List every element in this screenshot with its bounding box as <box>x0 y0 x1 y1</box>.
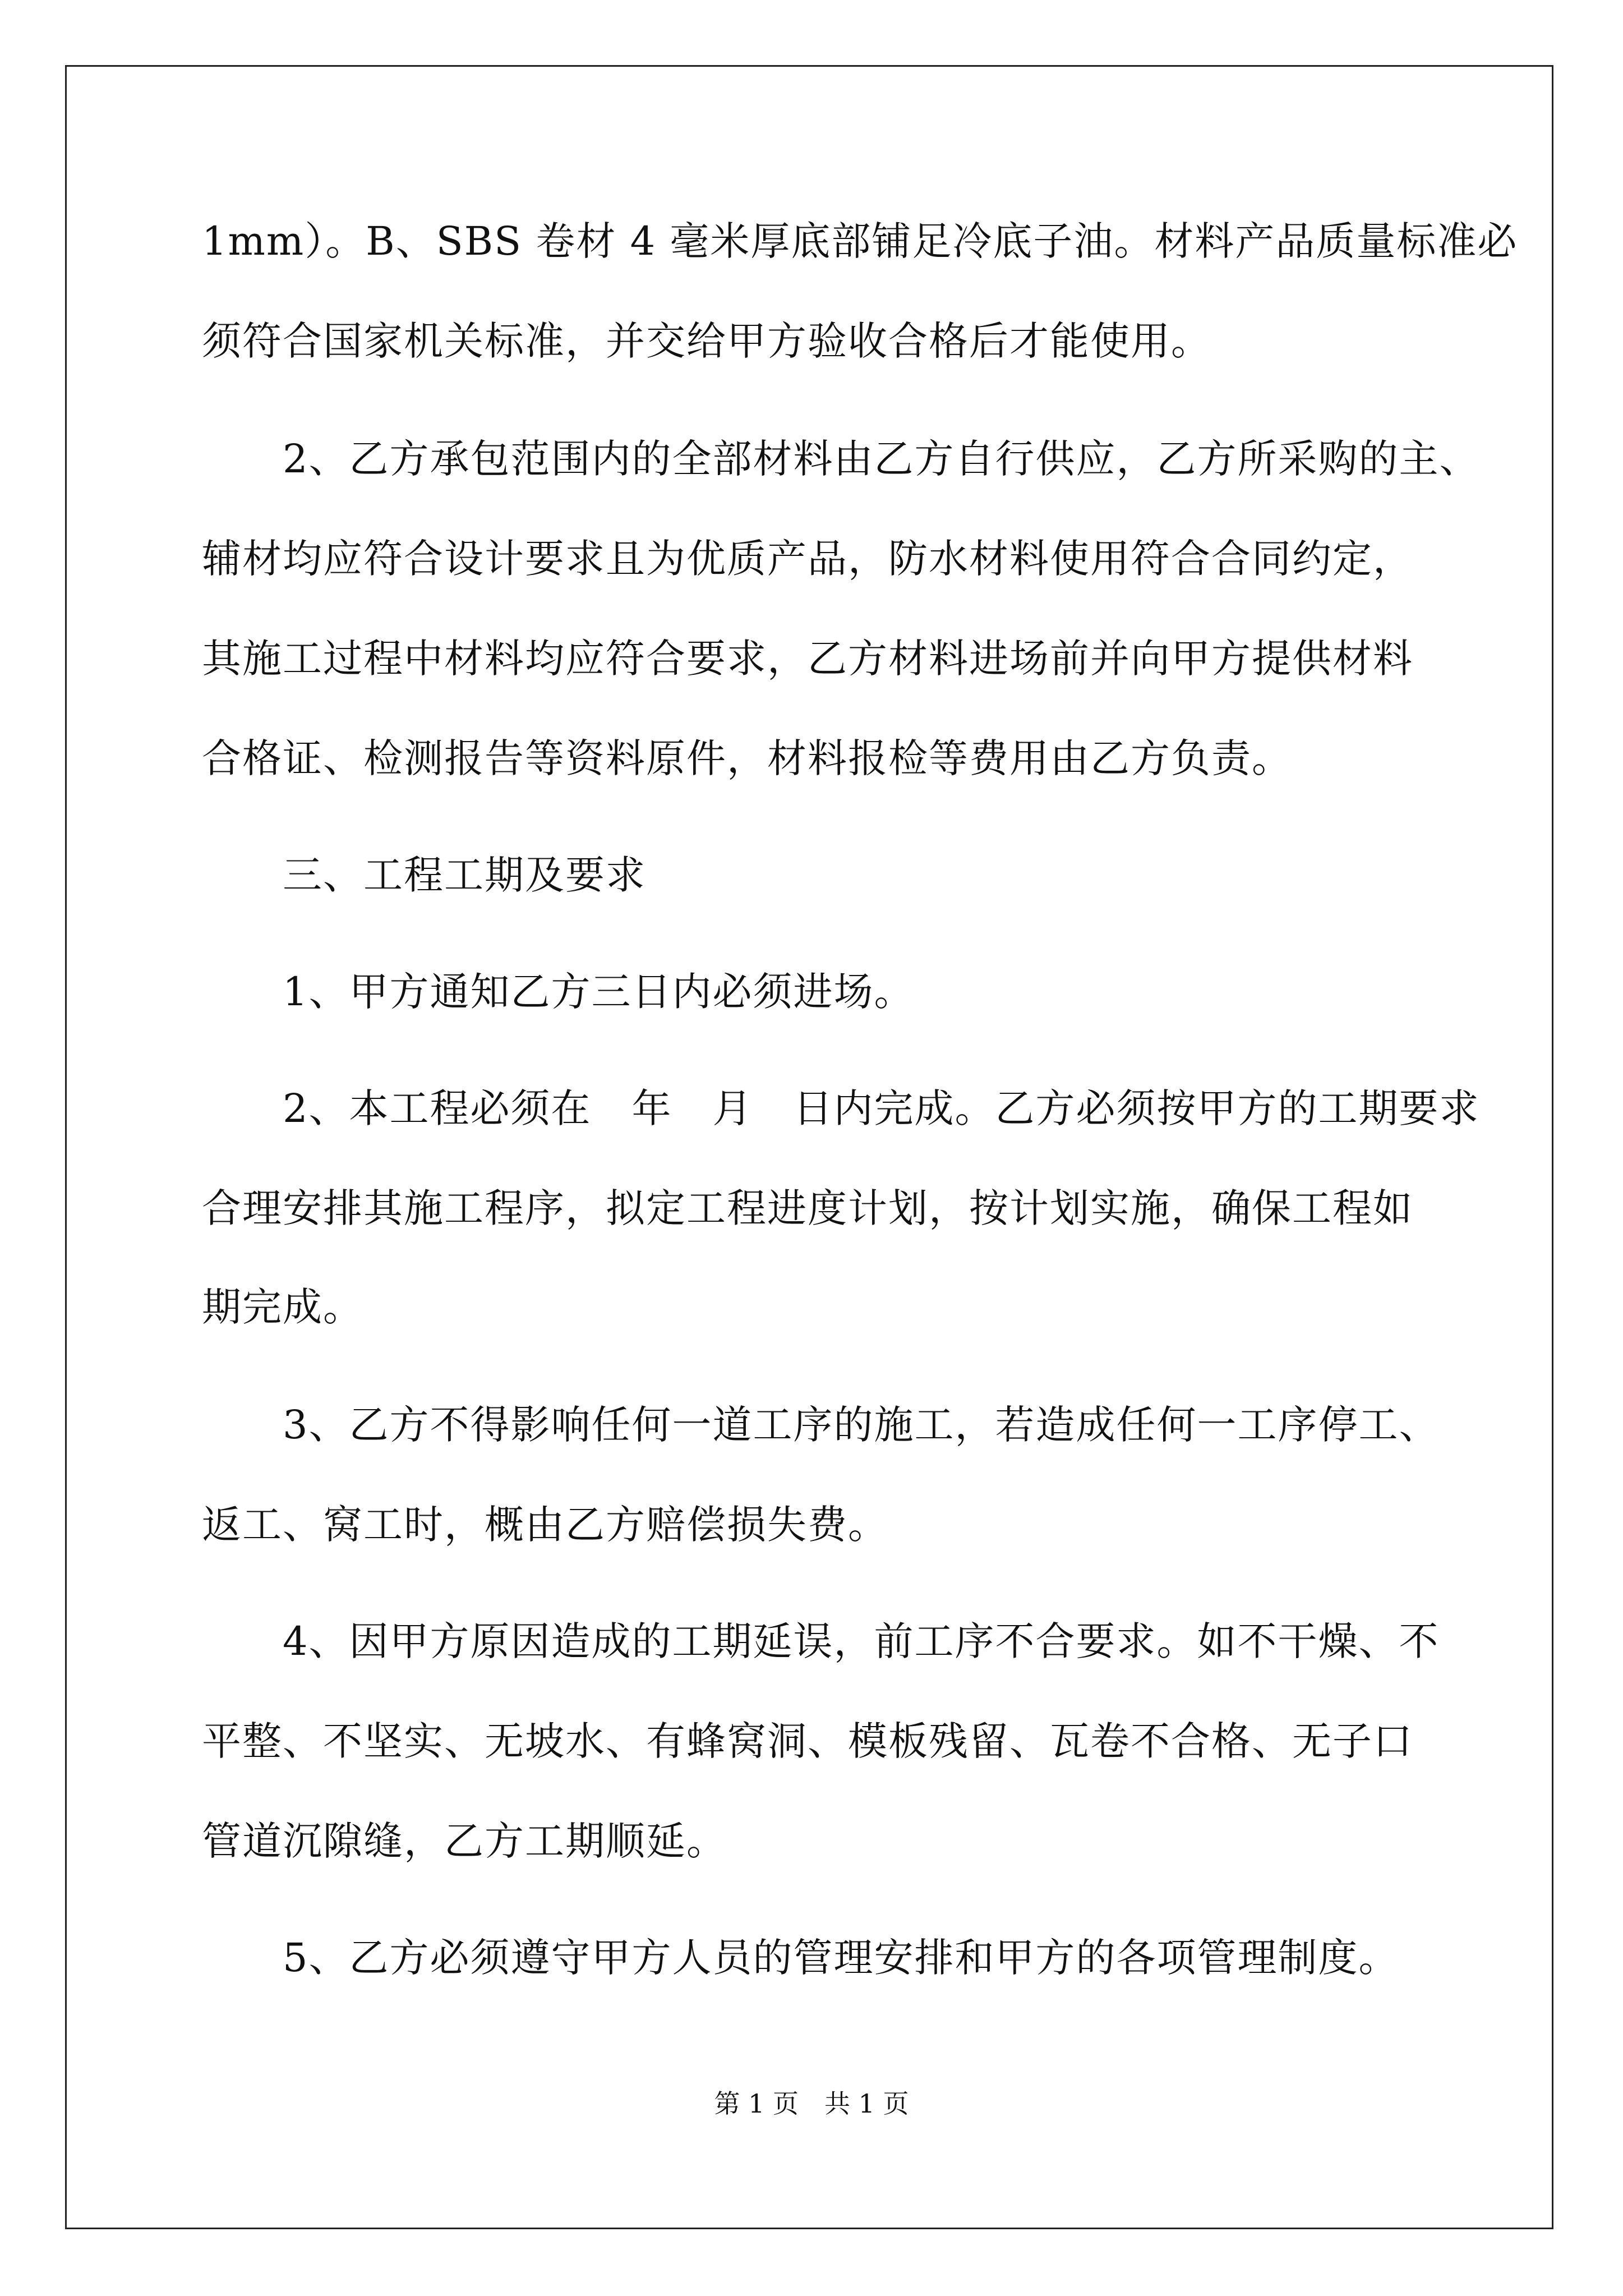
text-line: 2、乙方承包范围内的全部材料由乙方自行供应，乙方所采购的主、 <box>202 436 1480 482</box>
text-line: 辅材均应符合设计要求且为优质产品，防水材料使用符合合同约定， <box>202 536 1413 582</box>
text-line: 2、本工程必须在 年 月 日内完成。乙方必须按甲方的工期要求 <box>202 1085 1480 1131</box>
text-line: 管道沉隙缝，乙方工期顺延。 <box>202 1818 727 1864</box>
text-line: 4、因甲方原因造成的工期延误，前工序不合要求。如不干燥、不 <box>202 1618 1440 1664</box>
text-line: 期完成。 <box>202 1284 363 1330</box>
section-heading: 三、工程工期及要求 <box>202 852 646 898</box>
text-line: 1mm）。B、SBS 卷材 4 毫米厚底部铺足冷底子油。材料产品质量标准必 <box>202 218 1518 264</box>
text-line: 5、乙方必须遵守甲方人员的管理安排和甲方的各项管理制度。 <box>202 1935 1399 1981</box>
page-number-footer: 第 1 页 共 1 页 <box>714 2088 909 2119</box>
page-border <box>65 65 1553 2229</box>
text-line: 3、乙方不得影响任何一道工序的施工，若造成任何一工序停工、 <box>202 1402 1440 1448</box>
text-line: 合理安排其施工程序，拟定工程进度计划，按计划实施，确保工程如 <box>202 1185 1413 1231</box>
text-line: 须符合国家机关标准，并交给甲方验收合格后才能使用。 <box>202 318 1211 364</box>
text-line: 返工、窝工时，概由乙方赔偿损失费。 <box>202 1502 888 1548</box>
text-line: 平整、不坚实、无坡水、有蜂窝洞、模板残留、瓦卷不合格、无子口 <box>202 1718 1413 1764</box>
text-line: 1、甲方通知乙方三日内必须进场。 <box>202 969 915 1015</box>
text-line: 其施工过程中材料均应符合要求，乙方材料进场前并向甲方提供材料 <box>202 636 1413 682</box>
text-line: 合格证、检测报告等资料原件，材料报检等费用由乙方负责。 <box>202 735 1292 781</box>
